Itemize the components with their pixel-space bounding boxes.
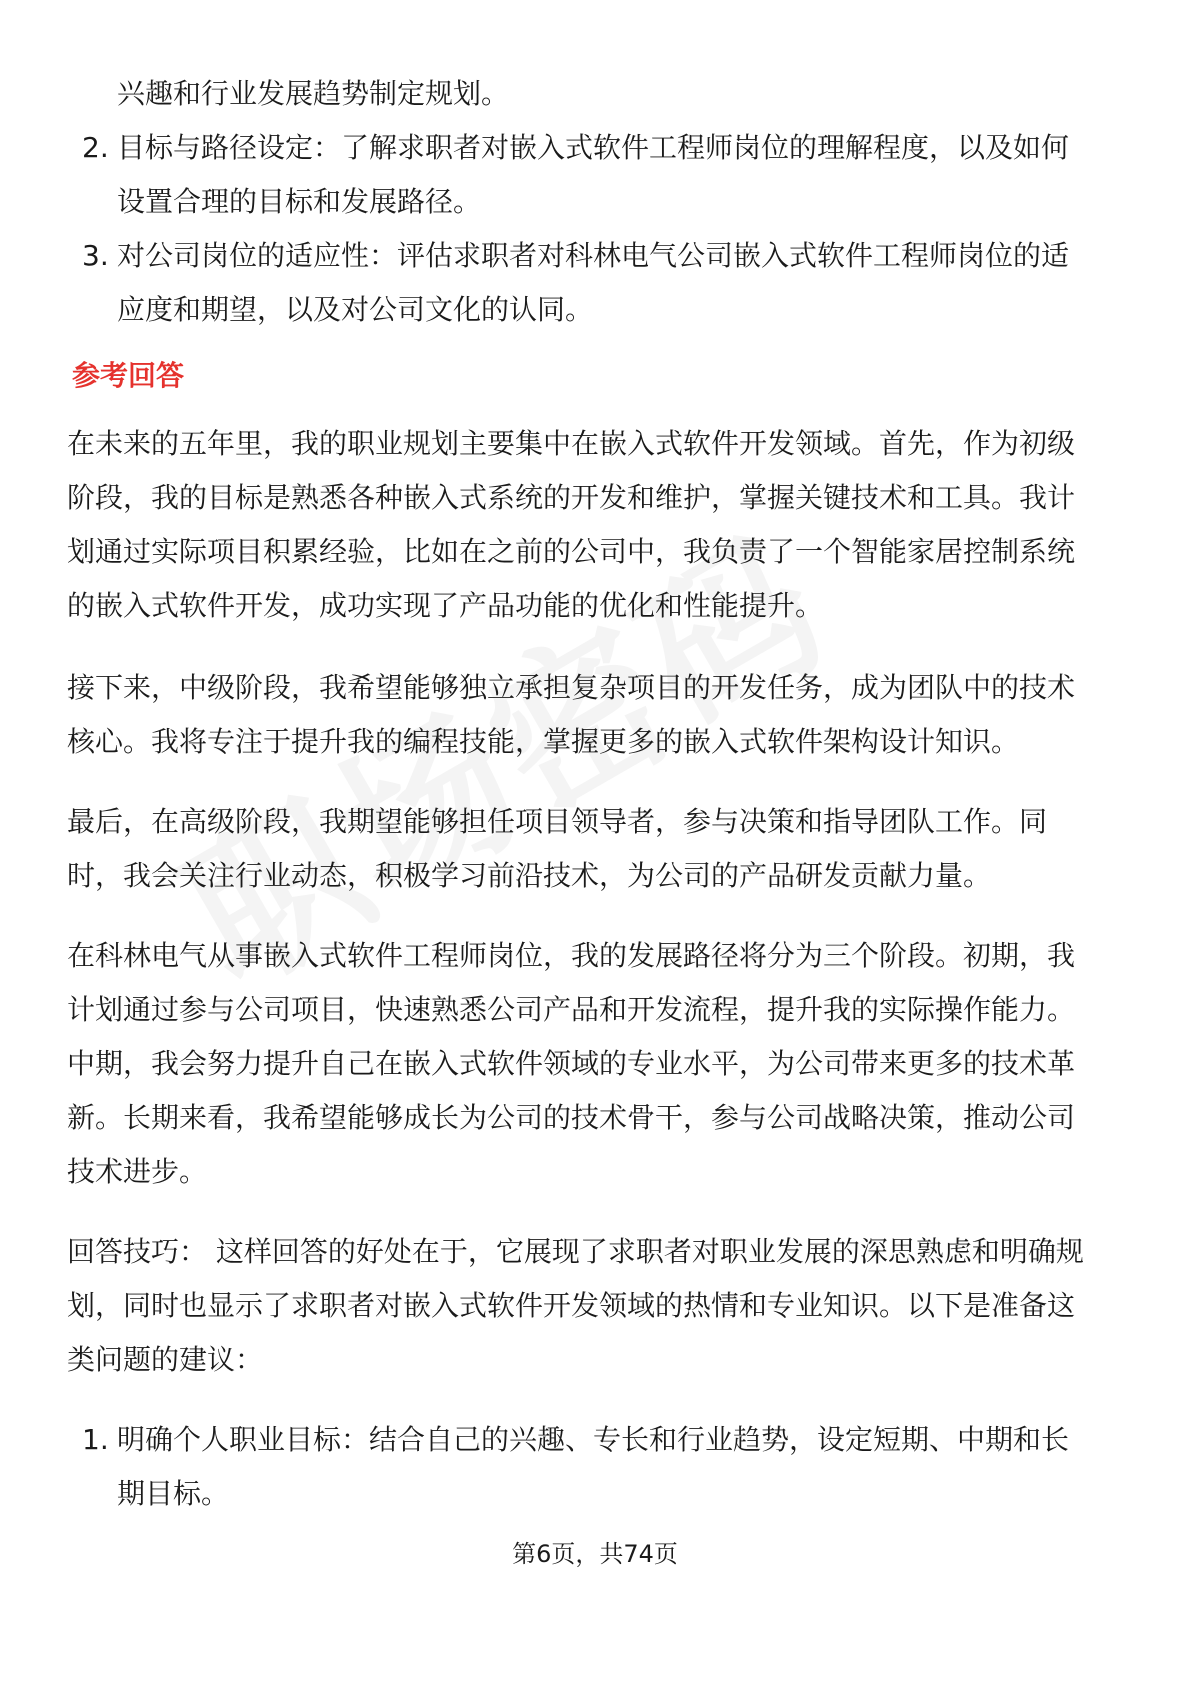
list-number: 1. — [82, 1423, 109, 1456]
paragraph-line: 计划通过参与公司项目，快速熟悉公司产品和开发流程，提升我的实际操作能力。 — [67, 993, 1076, 1026]
page-footer: 第6页，共74页 — [512, 1540, 678, 1568]
paragraph-line: 接下来，中级阶段，我希望能够独立承担复杂项目的开发任务，成为团队中的技术 — [67, 671, 1076, 704]
list-item-line: 对公司岗位的适应性：评估求职者对科林电气公司嵌入式软件工程师岗位的适 — [117, 239, 1070, 272]
paragraph-line: 阶段，我的目标是熟悉各种嵌入式系统的开发和维护，掌握关键技术和工具。我计 — [67, 481, 1076, 514]
paragraph-line: 在科林电气从事嵌入式软件工程师岗位，我的发展路径将分为三个阶段。初期，我 — [67, 939, 1076, 972]
paragraph-line: 中期，我会努力提升自己在嵌入式软件领域的专业水平，为公司带来更多的技术革 — [67, 1047, 1076, 1080]
list-item-line: 设置合理的目标和发展路径。 — [117, 185, 482, 218]
paragraph-line: 新。长期来看，我希望能够成长为公司的技术骨干，参与公司战略决策，推动公司 — [67, 1101, 1076, 1134]
paragraph-line: 划通过实际项目积累经验，比如在之前的公司中，我负责了一个智能家居控制系统 — [67, 535, 1076, 568]
list-item-line: 明确个人职业目标：结合自己的兴趣、专长和行业趋势，设定短期、中期和长 — [117, 1423, 1070, 1456]
paragraph-line: 的嵌入式软件开发，成功实现了产品功能的优化和性能提升。 — [67, 589, 824, 622]
list-item-line: 期目标。 — [117, 1477, 230, 1510]
list-item-line: 应度和期望，以及对公司文化的认同。 — [117, 293, 594, 326]
paragraph-line: 时，我会关注行业动态，积极学习前沿技术，为公司的产品研发贡献力量。 — [67, 859, 992, 892]
paragraph-line: 回答技巧： 这样回答的好处在于，它展现了求职者对职业发展的深思熟虑和明确规 — [67, 1235, 1084, 1268]
list-item-line: 目标与路径设定：了解求职者对嵌入式软件工程师岗位的理解程度，以及如何 — [117, 131, 1070, 164]
paragraph-line: 核心。我将专注于提升我的编程技能，掌握更多的嵌入式软件架构设计知识。 — [67, 725, 1020, 758]
list-item-continuation: 兴趣和行业发展趋势制定规划。 — [117, 77, 510, 110]
section-heading: 参考回答 — [72, 359, 185, 392]
paragraph-line: 类问题的建议： — [67, 1343, 264, 1376]
list-number: 3. — [82, 239, 109, 272]
list-number: 2. — [82, 131, 109, 164]
paragraph-line: 在未来的五年里，我的职业规划主要集中在嵌入式软件开发领域。首先，作为初级 — [67, 427, 1076, 460]
paragraph-line: 技术进步。 — [67, 1155, 208, 1188]
paragraph-line: 划，同时也显示了求职者对嵌入式软件开发领域的热情和专业知识。以下是准备这 — [67, 1289, 1076, 1322]
paragraph-line: 最后，在高级阶段，我期望能够担任项目领导者，参与决策和指导团队工作。同 — [67, 805, 1048, 838]
